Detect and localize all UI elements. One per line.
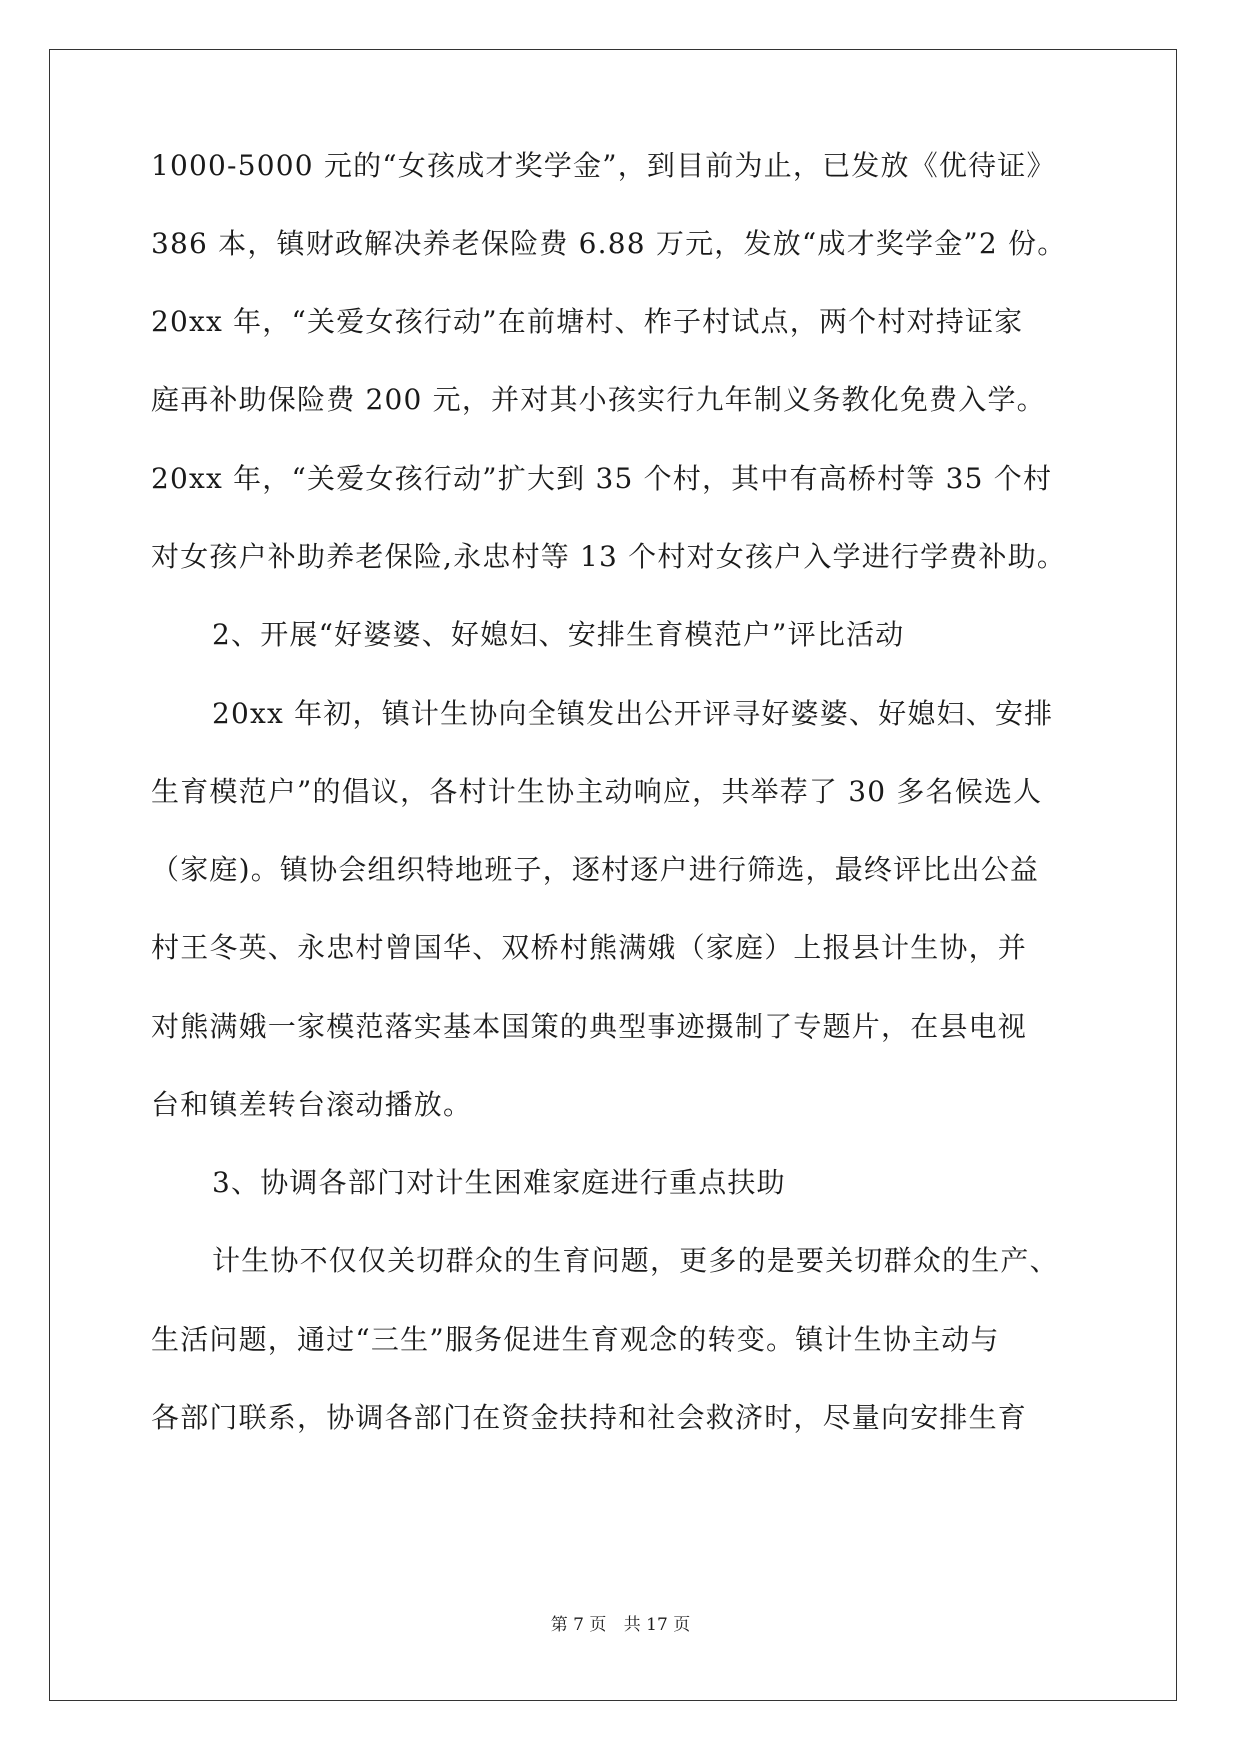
text-line: 对女孩户补助养老保险,永忠村等 13 个村对女孩户入学进行学费补助。 [151,540,1067,573]
text-line: 1000-5000 元的“女孩成才奖学金”，到目前为止，已发放《优待证》 [151,149,1056,182]
text-line: 生育模范户”的倡议，各村计生协主动响应，共举荐了 30 多名候选人 [151,775,1043,808]
text-line: 20xx 年，“关爱女孩行动”扩大到 35 个村，其中有高桥村等 35 个村 [151,462,1053,495]
text-line: （家庭)。镇协会组织特地班子，逐村逐户进行筛选，最终评比出公益 [151,853,1040,886]
text-line: 20xx 年初，镇计生协向全镇发出公开评寻好婆婆、好媳妇、安排 [212,697,1054,730]
page-total: 共 17 页 [623,1615,691,1635]
page-footer [0,1613,1241,1637]
text-line: 生活问题，通过“三生”服务促进生育观念的转变。镇计生协主动与 [151,1323,1000,1356]
text-line: 村王冬英、永忠村曾国华、双桥村熊满娥（家庭）上报县计生协，并 [151,931,1028,964]
text-line: 庭再补助保险费 200 元，并对其小孩实行九年制义务教化免费入学。 [151,383,1046,416]
text-line: 台和镇差转台滚动播放。 [151,1088,473,1121]
section-heading: 2、开展“好婆婆、好媳妇、安排生育模范户”评比活动 [212,618,905,651]
text-line: 20xx 年，“关爱女孩行动”在前塘村、柞子村试点，两个村对持证家 [151,305,1024,338]
text-line: 386 本，镇财政解决养老保险费 6.88 万元，发放“成才奖学金”2 份。 [151,227,1067,260]
text-line: 对熊满娥一家模范落实基本国策的典型事迹摄制了专题片，在县电视 [151,1010,1028,1043]
section-heading: 3、协调各部门对计生困难家庭进行重点扶助 [212,1166,786,1199]
text-line: 计生协不仅仅关切群众的生育问题，更多的是要关切群众的生产、 [212,1244,1059,1277]
page-number: 第 7 页 [550,1615,607,1635]
text-line: 各部门联系，协调各部门在资金扶持和社会救济时，尽量向安排生育 [151,1401,1028,1434]
